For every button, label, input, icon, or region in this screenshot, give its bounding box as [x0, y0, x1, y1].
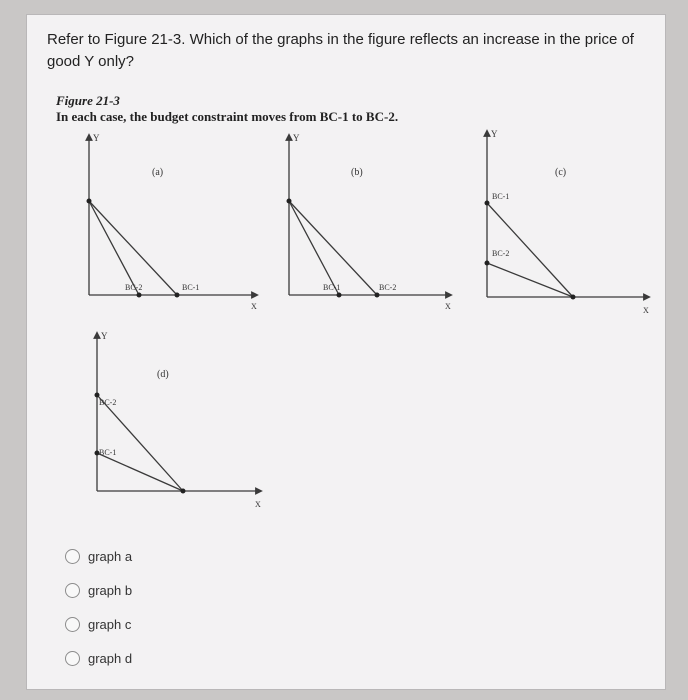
option-label: graph a: [88, 548, 133, 564]
graph-c-bc2-label: BC-2: [492, 249, 510, 258]
graph-a-bc1-label: BC-1: [182, 283, 200, 292]
graph-d-x-label: X: [255, 500, 261, 509]
radio-button[interactable]: [65, 549, 80, 564]
graph-c-bc1-label: BC-1: [492, 192, 510, 201]
graph-b: [287, 133, 452, 311]
figure-caption: In each case, the budget constraint moves from BC-1 to BC-2.: [56, 109, 399, 124]
figure-title: Figure 21-3: [56, 93, 120, 108]
graph-c-x-label: X: [643, 306, 649, 315]
graph-c-y-label: Y: [491, 129, 498, 139]
graph-c-label: (c): [555, 167, 567, 178]
radio-button[interactable]: [65, 617, 80, 632]
question-text: Refer to Figure 21-3. Which of the graphs in the figure reflects an increase in the price of good Y only?: [47, 31, 634, 70]
graph-d-bc2-label: BC-2: [99, 398, 117, 407]
option-graph-c[interactable]: [65, 607, 132, 641]
graph-b-bc2-label: BC-2: [379, 283, 397, 292]
graph-b-label: (b): [351, 167, 363, 178]
graph-d-line-bc2: [97, 395, 183, 491]
graph-b-bc1-label: BC-1: [323, 283, 341, 292]
figure-21-3: [27, 15, 667, 535]
graph-a-line-bc1: [89, 201, 177, 295]
graph-b-y-label: Y: [293, 133, 300, 143]
radio-button[interactable]: [65, 583, 80, 598]
option-graph-b[interactable]: [65, 573, 132, 607]
option-label: graph d: [88, 650, 133, 666]
graph-d-label: (d): [157, 369, 169, 380]
option-label: graph b: [88, 582, 133, 598]
graph-a: [87, 133, 258, 311]
graph-d-y-label: Y: [101, 331, 108, 341]
graph-a-bc2-label: BC-2: [125, 283, 143, 292]
graph-d-line-bc1: [97, 453, 183, 491]
answer-options: [65, 539, 132, 675]
option-graph-a[interactable]: [65, 539, 132, 573]
graph-c: [485, 129, 650, 315]
graph-a-y-label: Y: [93, 133, 100, 143]
graph-d-bc1-label: BC-1: [99, 448, 117, 457]
graph-a-x-label: X: [251, 302, 257, 311]
question-card: [26, 14, 666, 690]
graph-c-line-bc2: [487, 263, 573, 297]
radio-button[interactable]: [65, 651, 80, 666]
graph-a-line-bc2: [89, 201, 139, 295]
graph-a-label: (a): [152, 167, 164, 178]
option-label: graph c: [88, 616, 132, 632]
option-graph-d[interactable]: [65, 641, 132, 675]
graph-d: [95, 331, 262, 509]
graph-b-line-bc1: [289, 201, 339, 295]
graph-b-x-label: X: [445, 302, 451, 311]
graph-b-line-bc2: [289, 201, 377, 295]
